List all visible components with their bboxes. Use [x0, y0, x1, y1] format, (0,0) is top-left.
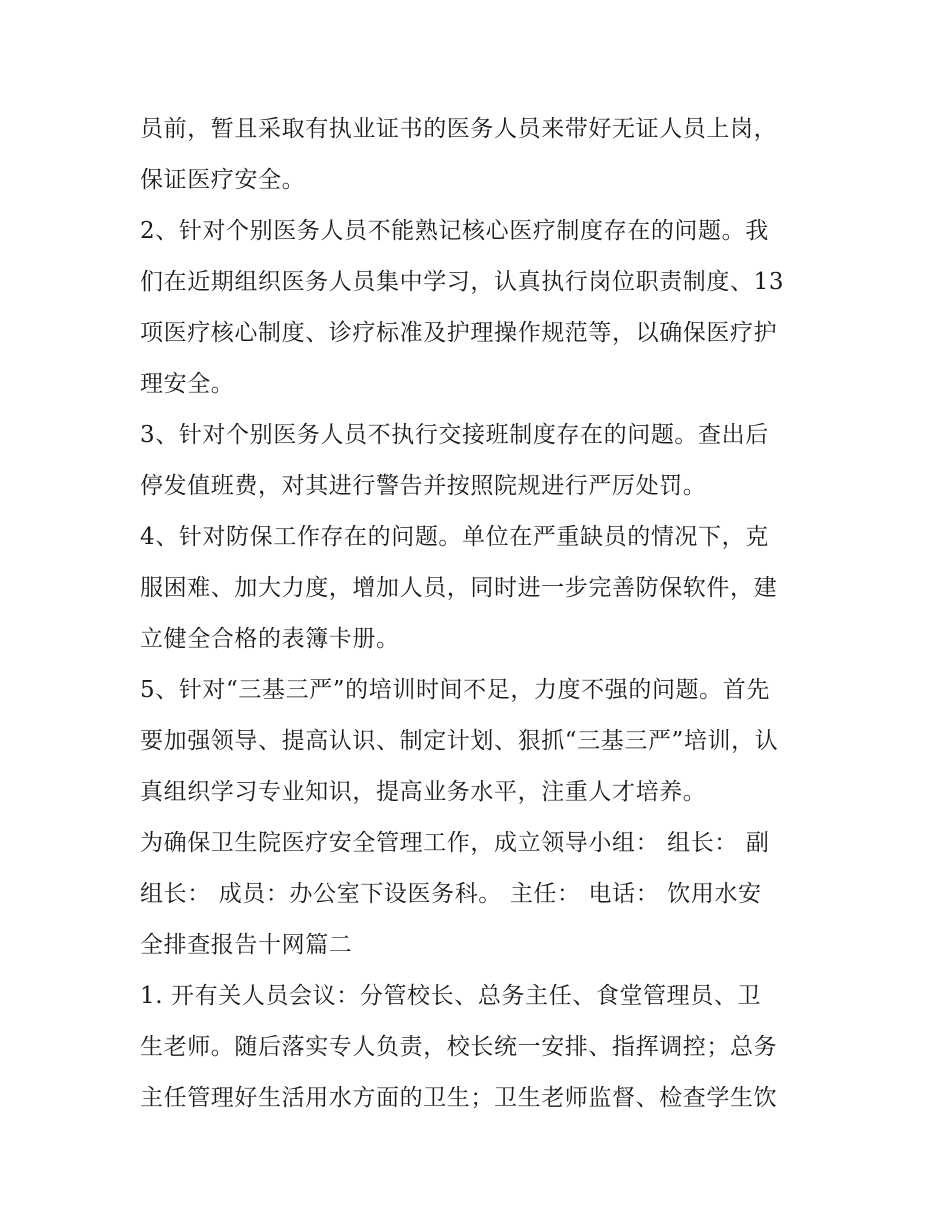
- document-body: [140, 104, 820, 1124]
- text-line: 主任管理好生活用水方面的卫生；卫生老师监督、检查学生饮: [140, 1085, 778, 1111]
- text-line: 员前，暂且采取有执业证书的医务人员来带好无证人员上岗，: [140, 116, 778, 142]
- text-line: 理安全。: [140, 371, 235, 397]
- text-line: 停发值班费，对其进行警告并按照院规进行严厉处罚。: [140, 473, 707, 499]
- text-line: 3、针对个别医务人员不执行交接班制度存在的问题。查出后: [140, 422, 769, 448]
- text-line: 立健全合格的表簿卡册。: [140, 626, 400, 652]
- text-line: 服困难、加大力度，增加人员，同时进一步完善防保软件，建: [140, 575, 778, 601]
- text-line: 为确保卫生院医疗安全管理工作，成立领导小组： 组长： 副: [140, 830, 770, 856]
- text-line: 要加强领导、提高认识、制定计划、狠抓“三基三严”培训，认: [140, 728, 779, 754]
- text-line: 4、针对防保工作存在的问题。单位在严重缺员的情况下，克: [140, 524, 769, 550]
- text-line: 生老师。随后落实专人负责，校长统一安排、指挥调控；总务: [140, 1034, 778, 1060]
- text-line: 1. 开有关人员会议：分管校长、总务主任、食堂管理员、卫: [140, 983, 762, 1009]
- text-line: 项医疗核心制度、诊疗标准及护理操作规范等，以确保医疗护: [140, 320, 778, 346]
- text-line: 全排查报告十网篇二: [140, 932, 353, 958]
- text-line: 5、针对“三基三严”的培训时间不足，力度不强的问题。首先: [140, 677, 770, 703]
- text-line: 保证医疗安全。: [140, 167, 306, 193]
- text-line: 组长： 成员：办公室下设医务科。 主任： 电话： 饮用水安: [140, 881, 762, 907]
- text-line: 们在近期组织医务人员集中学习，认真执行岗位职责制度、13: [140, 269, 785, 295]
- text-line: 真组织学习专业知识，提高业务水平，注重人才培养。: [140, 779, 707, 805]
- text-line: 2、针对个别医务人员不能熟记核心医疗制度存在的问题。我: [140, 218, 769, 244]
